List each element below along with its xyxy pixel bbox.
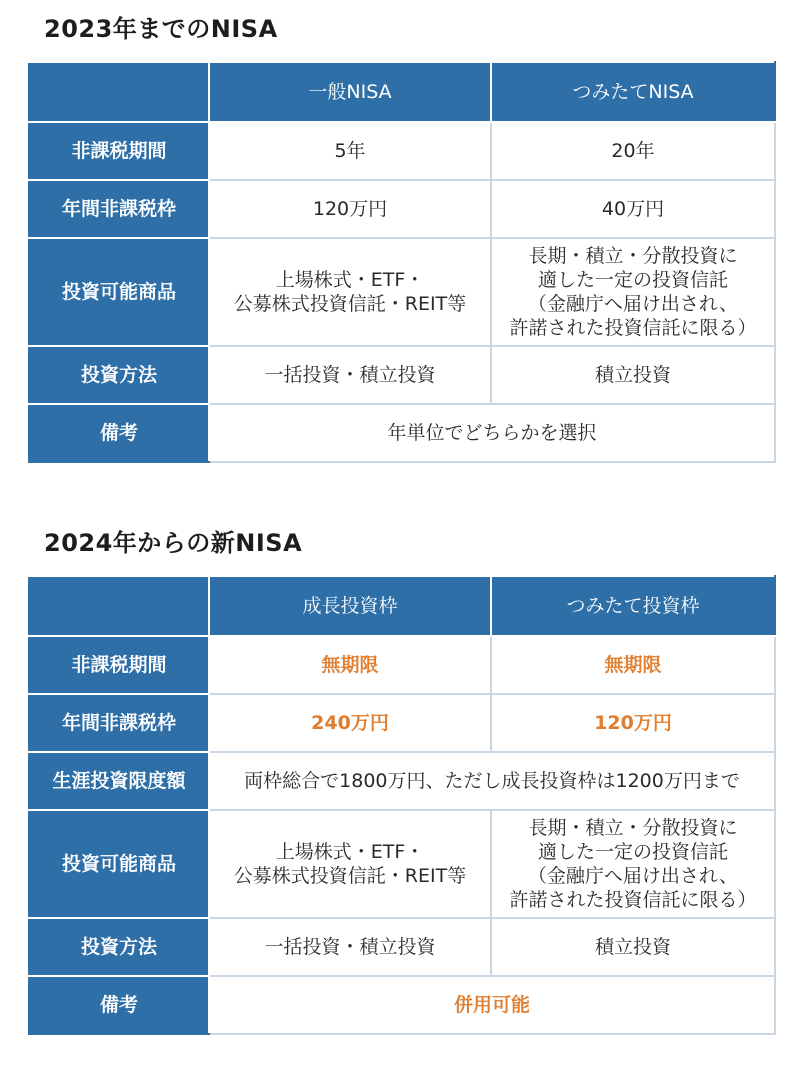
table-row xyxy=(29,636,775,694)
header-growth-frame: 成長投資枠 xyxy=(209,576,491,636)
header-tsumitate-nisa: つみたてNISA xyxy=(491,62,775,122)
table-row xyxy=(29,180,775,238)
tsumitate-method: 積立投資 xyxy=(491,346,775,404)
row-label-annual-limit: 年間非課税枠 xyxy=(29,180,209,238)
table-row xyxy=(29,976,775,1034)
notes-value: 併用可能 xyxy=(209,976,775,1034)
tsumitate-tax-free-period: 20年 xyxy=(491,122,775,180)
table-row xyxy=(29,404,775,462)
ippan-annual-limit: 120万円 xyxy=(209,180,491,238)
lifetime-limit-value: 両枠総合で1800万円、ただし成長投資枠は1200万円まで xyxy=(209,752,775,810)
tsumitate-products: 長期・積立・分散投資に 適した一定の投資信託 （金融庁へ届け出され、 許諾された投資信託に限る） xyxy=(491,238,775,346)
tsumitate-annual-limit: 120万円 xyxy=(491,694,775,752)
nisa-2023-table xyxy=(28,61,776,463)
notes-value: 年単位でどちらかを選択 xyxy=(209,404,775,462)
section-title-2023: 2023年までのNISA xyxy=(44,15,278,43)
row-label-lifetime-limit: 生涯投資限度額 xyxy=(29,752,209,810)
tsumitate-method: 積立投資 xyxy=(491,918,775,976)
tsumitate-annual-limit: 40万円 xyxy=(491,180,775,238)
row-label-method: 投資方法 xyxy=(29,918,209,976)
row-label-products: 投資可能商品 xyxy=(29,238,209,346)
row-label-products: 投資可能商品 xyxy=(29,810,209,918)
row-label-annual-limit: 年間非課税枠 xyxy=(29,694,209,752)
growth-annual-limit: 240万円 xyxy=(209,694,491,752)
table-row xyxy=(29,810,775,918)
table-header-row xyxy=(29,62,775,122)
row-label-tax-free-period: 非課税期間 xyxy=(29,122,209,180)
section-title-2024: 2024年からの新NISA xyxy=(44,529,303,557)
row-label-tax-free-period: 非課税期間 xyxy=(29,636,209,694)
tsumitate-products: 長期・積立・分散投資に 適した一定の投資信託 （金融庁へ届け出され、 許諾された投資信託に限る） xyxy=(491,810,775,918)
table-row xyxy=(29,918,775,976)
table-header-row xyxy=(29,576,775,636)
table-row xyxy=(29,122,775,180)
row-label-notes: 備考 xyxy=(29,976,209,1034)
header-ippan-nisa: 一般NISA xyxy=(209,62,491,122)
tsumitate-tax-free-period: 無期限 xyxy=(491,636,775,694)
row-label-method: 投資方法 xyxy=(29,346,209,404)
growth-tax-free-period: 無期限 xyxy=(209,636,491,694)
table-row xyxy=(29,694,775,752)
header-corner-cell xyxy=(29,62,209,122)
ippan-method: 一括投資・積立投資 xyxy=(209,346,491,404)
row-label-notes: 備考 xyxy=(29,404,209,462)
ippan-products: 上場株式・ETF・ 公募株式投資信託・REIT等 xyxy=(209,238,491,346)
growth-method: 一括投資・積立投資 xyxy=(209,918,491,976)
table-row xyxy=(29,752,775,810)
table-row xyxy=(29,346,775,404)
ippan-tax-free-period: 5年 xyxy=(209,122,491,180)
nisa-2024-table xyxy=(28,575,776,1035)
growth-products: 上場株式・ETF・ 公募株式投資信託・REIT等 xyxy=(209,810,491,918)
header-tsumitate-frame: つみたて投資枠 xyxy=(491,576,775,636)
table-row xyxy=(29,238,775,346)
header-corner-cell xyxy=(29,576,209,636)
